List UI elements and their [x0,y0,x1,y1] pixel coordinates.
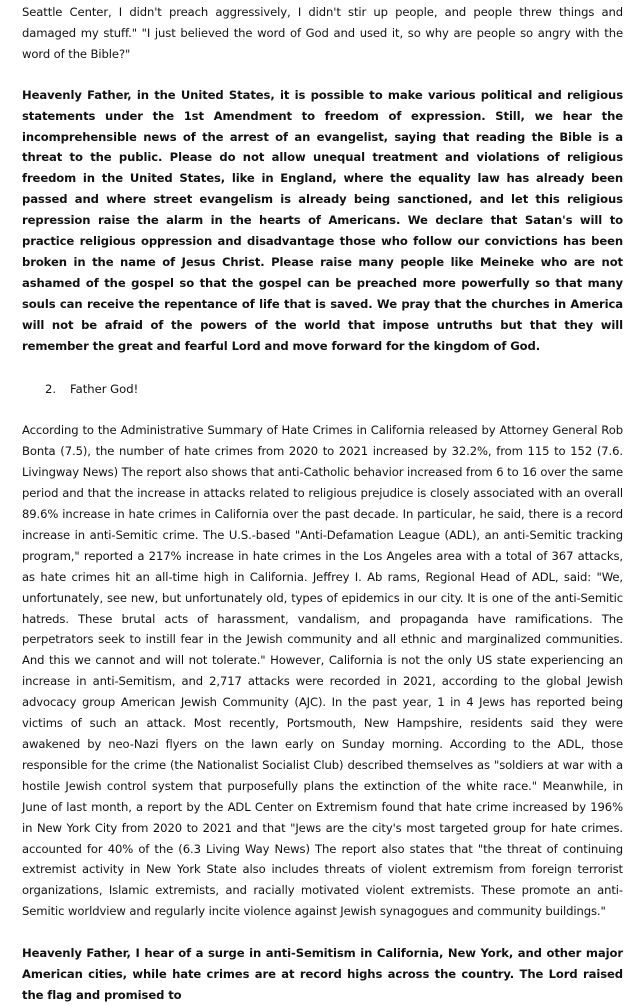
prayer-paragraph-2: Heavenly Father, I hear of a surge in anti-Semitism in California, New York, and other major American cities, while hate crimes are at record highs across the country. The Lord raised the flag and promised to [22,946,623,1002]
paragraph-intro: Seattle Center, I didn't preach aggressively, I didn't stir up people, and people threw things and damaged my stuff." "I just believed the word of God and used it, so why are people so angry with the word of the Bible?" [22,5,623,61]
document-page [22,0,623,1006]
item-title: Father God! [70,381,139,396]
item-number: 2. [44,381,56,396]
report-paragraph: According to the Administrative Summary of Hate Crimes in California released by Attorney General Rob Bonta (7.5), the number of hate crimes from 2020 to 2021 increased by 32.2%, from 115 to 152 (7.6. Livingway News) The report also shows that anti-Catholic behavior increased from 6 to 16 over the same period and that the increase in attacks related to religious prejudice is closely associated with an overall 89.6% increase in hate crimes in California over the past decade. In particular, he said, there is a record increase in anti-Semitic crime. The U.S.-based "Anti-Defamation League (ADL), an anti-Semitic tracking program," reported a 217% increase in hate crimes in the Los Angeles area with a total of 367 attacks, as hate crimes hit an all-time high in California. Jeffrey I. Ab rams, Regional Head of ADL, said: "We, unfortunately, see new, but unfortunately old, types of epidemics in our city. It is one of the anti-Semitic hatreds. These brutal acts of harassment, vandalism, and propaganda have ramifications. The perpetrators seek to instill fear in the Jewish community and all ethnic and marginalized communities. And this we cannot and will not tolerate." However, California is not the only US state experiencing an increase in anti-Semitism, and 2,717 attacks were recorded in 2021, according to the global Jewish advocacy group American Jewish Community (AJC). In the past year, 1 in 4 Jews has reported being victims of such an attack. Most recently, Portsmouth, New Hampshire, residents said they were awakened by neo-Nazi flyers on the lawn early on Sunday morning. According to the ADL, those responsible for the crime (the Nationalist Socialist Club) described themselves as "soldiers at war with a hostile Jewish control system that purposefully plans the extinction of the white race." Meanwhile, in June of last month, a report by the ADL Center on Extremism found that hate crime increased by 196% in New York City from 2020 to 2021 and that "Jews are the city's most targeted group for hate crimes. accounted for 40% of the (6.3 Living Way News) The report also states that "the threat of continuing extremist activity in New York State also includes threats of violent extremism from foreign terrorist organizations, Islamic extremists, and racially motivated violent extremists. These promote an anti-Semitic worldview and regularly incite violence against Jewish synagogues and community buildings." [22,423,623,919]
numbered-item [22,379,623,400]
prayer-paragraph-1: Heavenly Father, in the United States, it is possible to make various political and religious statements under the 1st Amendment to freedom of expression. Still, we hear the incomprehensible news of the arrest of an evangelist, saying that reading the Bible is a threat to the public. Please do not allow unequal treatment and violations of religious freedom in the United States, like in England, where the equality law has already been passed and where street evangelism is already being sanctioned, and let this religious repression raise the alarm in the hearts of Americans. We declare that Satan's will to practice religious oppression and disadvantage those who follow our convictions has been broken in the name of Jesus Christ. Please raise many people like Meineke who are not ashamed of the gospel so that the gospel can be preached more powerfully so that many souls can receive the repentance of life that is saved. We pray that the churches in America will not be afraid of the powers of the world that impose untruths but that they will remember the great and fearful Lord and move forward for the kingdom of God. [22,87,623,353]
